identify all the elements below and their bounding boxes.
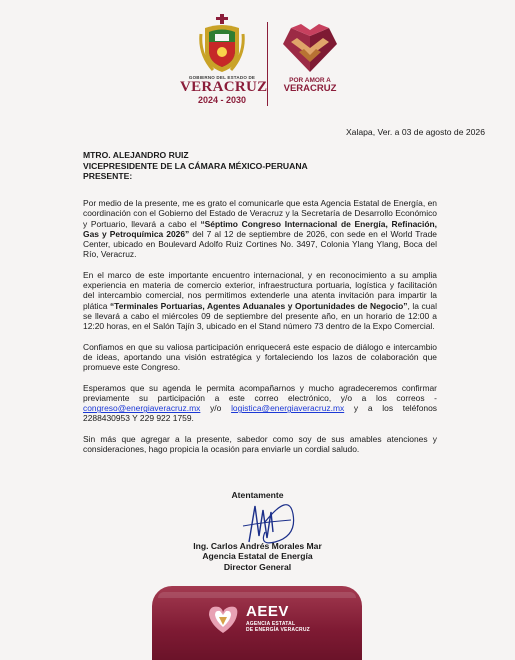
signer-name: Ing. Carlos Andrés Morales Mar [193,541,322,551]
aeev-title: AEEV [246,603,289,620]
talk-title: “Terminales Portuarias, Agentes Aduanales y Oportunidades de Negocio” [109,300,408,311]
amor-logo-small-text: POR AMOR A [289,77,331,84]
letter-date: Xalapa, Ver. a 03 de agosto de 2026 [345,127,485,137]
congreso-email-link[interactable]: congreso@energiaveracruz.mx [83,403,201,414]
government-logo [180,14,268,114]
paragraph-5: Sin más que agregar a la presente, sabedor como soy de sus amables atenciones y consideraciones, hago propicia la ocasión para enviarle un cordial saludo. [83,433,437,455]
paragraph-1: Por medio de la presente, me es grato el comunicarle que esta Agencia Estatal de Energía, en coordinación con el Gobierno del Estado de Veracruz y la Secretaría de Desarrollo Económico y Portuario, llevará a cabo el “Séptimo Congreso Internacional de Energía, Refinación, Gas y Petroquímica 2026” del 7 al 12 de septiembre de 2026, con sede en el World Trade Center, ubicado en Boulevard Adolfo Ruiz Cortines No. 3497, Colonia Ylang Ylang, Boca del Río, Veracruz. [83,198,437,260]
amor-logo-big-text: VERACRUZ [283,83,337,94]
paragraph-3: Confiamos en que su valiosa participación enriquecerá este espacio de diálogo e intercambio de ideas, aportando una visión estratégica y fortaleciendo los lazos de colaboración que promueve este Congreso. [83,341,437,373]
por-amor-logo [275,22,345,94]
paragraph-2: En el marco de este importante encuentro internacional, y en reconocimiento a su amplia experiencia en materia de comercio exterior, infraestructura portuaria, logística y facilitación del intercambio comercial, nos permitimos extenderle una atenta invitación para impartir la plática “Terminales Portuarias, Agentes Aduanales y Oportunidades de Negocio”, la cual se llevará a cabo el miércoles 09 de septiembre del presente año, en un horario de 12:00 a 12:20 horas, en el Salón Tajín 3, ubicado en el Stand número 73 dentro de la Expo Comercial. [83,269,437,332]
aeev-subtitle: AGENCIA ESTATAL DE ENERGÍA VERACRUZ [246,621,310,633]
handwritten-signature [235,492,305,548]
gob-logo-years: 2024 - 2030 [197,95,247,105]
aeev-logo-icon [205,601,241,635]
gob-logo-small-text: GOBIERNO DEL ESTADO DE [188,75,256,80]
recipient-name: MTRO. ALEJANDRO RUIZ [83,150,189,160]
signer-title: Director General [223,561,292,572]
congress-name: “Séptimo Congreso Internacional de Energía, Refinación, Gas y Petroquímica 2026” [83,218,437,239]
recipient-title: VICEPRESIDENTE DE LA CÁMARA MÉXICO-PERUANA [83,160,308,171]
letter-body [83,198,437,465]
recipient-block [83,150,308,182]
heart-emblem-icon [279,22,341,74]
gob-logo-big-text: VERACRUZ [180,79,268,95]
signer-organization: Agencia Estatal de Energía [202,551,313,562]
recipient-presente: PRESENTE: [83,171,133,182]
paragraph-4: Esperamos que su agenda le permita acompañarnos y mucho agradeceremos confirmar previamente su participación a este correo electrónico, y/o a los correos - congreso@energiaveracruz.mx y/o logistica@energiaveracruz.mx y a los teléfonos 2288430953 Y 229 922 1759. [83,382,437,424]
closing-text: Atentamente [231,490,284,500]
signer-block [0,541,515,572]
coat-of-arms-icon [199,14,245,74]
logistica-email-link[interactable]: logistica@energiaveracruz.mx [231,403,345,414]
header-divider [267,22,268,106]
